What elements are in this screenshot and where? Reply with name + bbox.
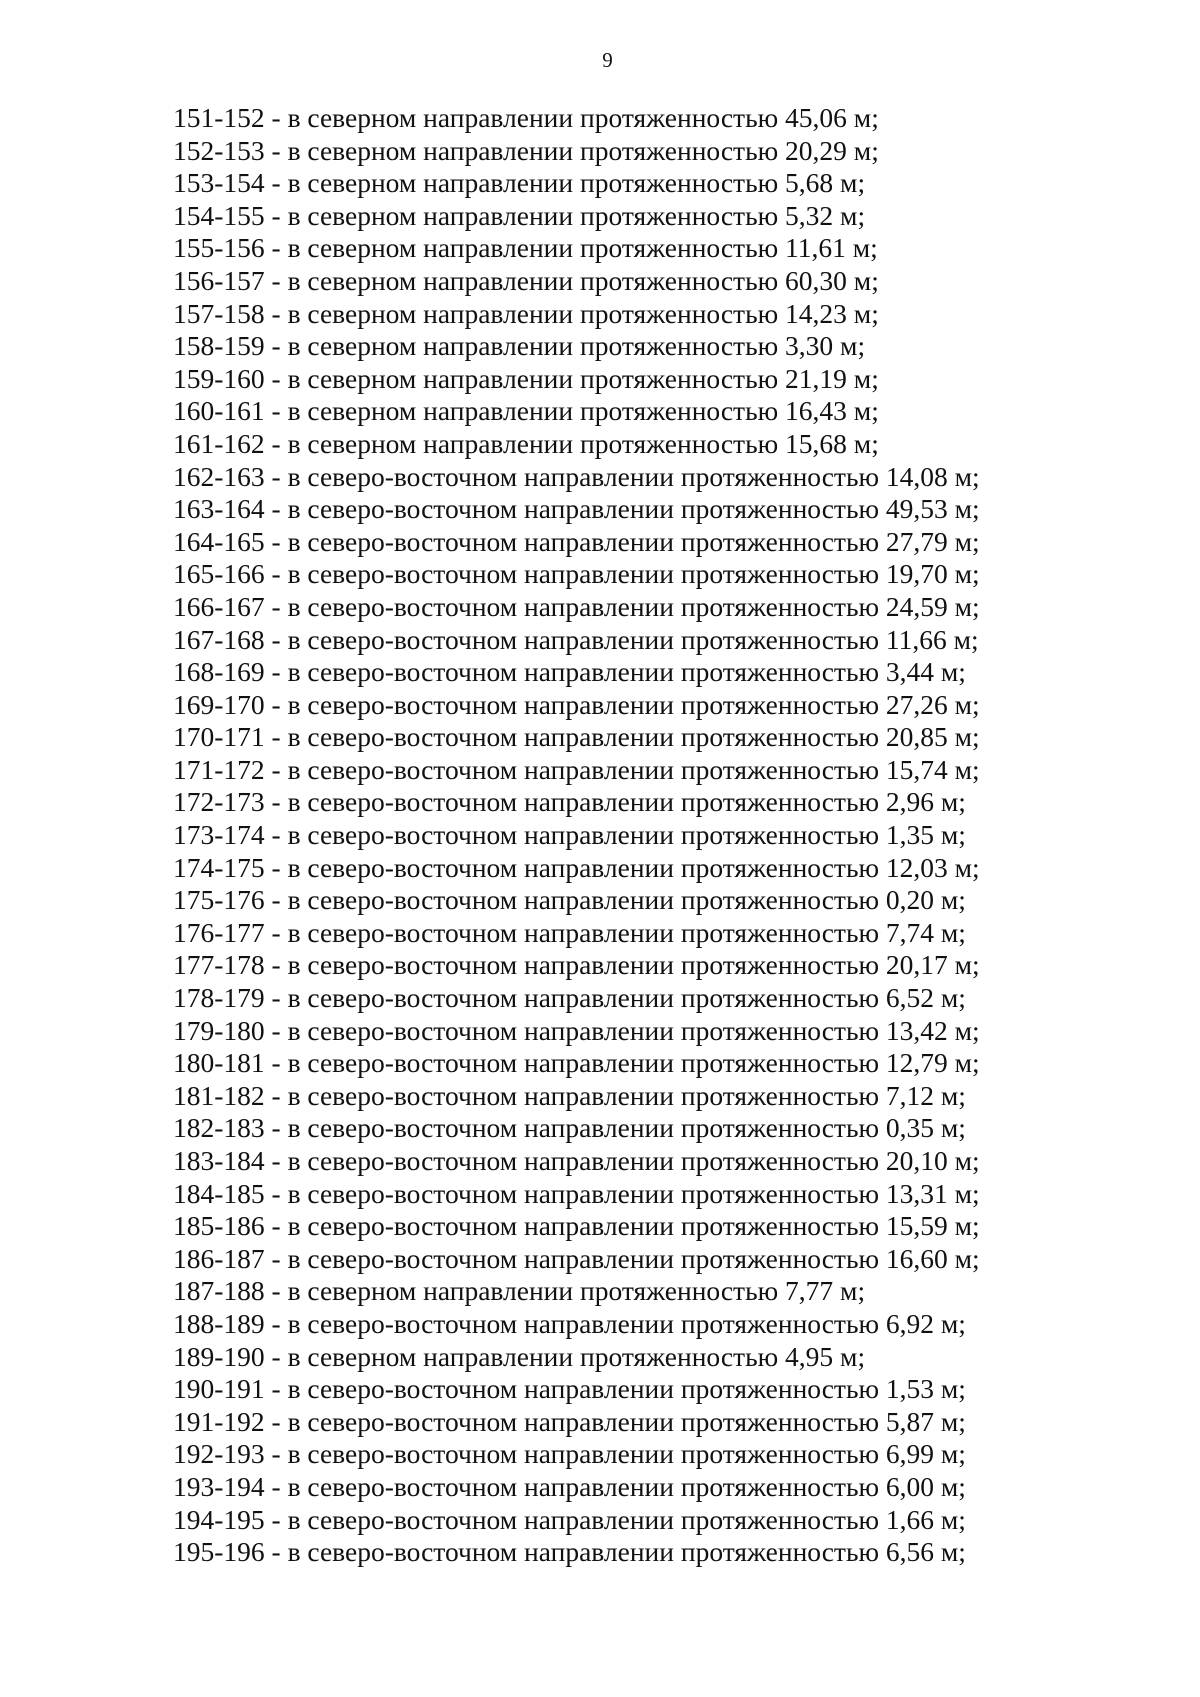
segment-line: 164-165 - в северо-восточном направлении протяженностью 27,79 м;	[173, 525, 980, 557]
segment-line: 172-173 - в северо-восточном направлении протяженностью 2,96 м;	[173, 786, 966, 818]
segment-line: 177-178 - в северо-восточном направлении протяженностью 20,17 м;	[173, 949, 980, 981]
segment-line: 161-162 - в северном направлении протяженностью 15,68 м;	[173, 427, 879, 459]
segment-line: 158-159 - в северном направлении протяженностью 3,30 м;	[173, 330, 866, 362]
segment-line: 166-167 - в северо-восточном направлении протяженностью 24,59 м;	[173, 590, 980, 622]
segment-line: 152-153 - в северном направлении протяженностью 20,29 м;	[173, 134, 879, 166]
segment-line: 157-158 - в северном направлении протяженностью 14,23 м;	[173, 297, 879, 329]
segment-line: 186-187 - в северо-восточном направлении протяженностью 16,60 м;	[173, 1242, 980, 1274]
segment-line: 173-174 - в северо-восточном направлении протяженностью 1,35 м;	[173, 819, 966, 851]
segment-line: 163-164 - в северо-восточном направлении протяженностью 49,53 м;	[173, 493, 980, 525]
segment-line: 165-166 - в северо-восточном направлении протяженностью 19,70 м;	[173, 558, 980, 590]
segment-line: 170-171 - в северо-восточном направлении протяженностью 20,85 м;	[173, 721, 980, 753]
segment-line: 185-186 - в северо-восточном направлении протяженностью 15,59 м;	[173, 1210, 980, 1242]
segment-line: 176-177 - в северо-восточном направлении протяженностью 7,74 м;	[173, 916, 966, 948]
segment-line: 188-189 - в северо-восточном направлении протяженностью 6,92 м;	[173, 1307, 966, 1339]
segment-line: 168-169 - в северо-восточном направлении протяженностью 3,44 м;	[173, 656, 966, 688]
segment-line: 180-181 - в северо-восточном направлении протяженностью 12,79 м;	[173, 1047, 980, 1079]
segment-line: 174-175 - в северо-восточном направлении протяженностью 12,03 м;	[173, 851, 980, 883]
segment-line: 154-155 - в северном направлении протяженностью 5,32 м;	[173, 199, 866, 231]
segment-line: 169-170 - в северо-восточном направлении протяженностью 27,26 м;	[173, 688, 980, 720]
segment-line: 162-163 - в северо-восточном направлении протяженностью 14,08 м;	[173, 460, 980, 492]
segment-line: 187-188 - в северном направлении протяженностью 7,77 м;	[173, 1275, 866, 1307]
segment-line: 184-185 - в северо-восточном направлении протяженностью 13,31 м;	[173, 1177, 980, 1209]
segment-line: 155-156 - в северном направлении протяженностью 11,61 м;	[173, 232, 878, 264]
segment-line: 190-191 - в северо-восточном направлении протяженностью 1,53 м;	[173, 1373, 966, 1405]
segment-line: 195-196 - в северо-восточном направлении протяженностью 6,56 м;	[173, 1536, 966, 1568]
segment-line: 171-172 - в северо-восточном направлении протяженностью 15,74 м;	[173, 753, 980, 785]
segment-line: 159-160 - в северном направлении протяженностью 21,19 м;	[173, 362, 879, 394]
segment-line: 175-176 - в северо-восточном направлении протяженностью 0,20 м;	[173, 884, 966, 916]
segment-line: 191-192 - в северо-восточном направлении протяженностью 5,87 м;	[173, 1405, 966, 1437]
segment-line: 189-190 - в северном направлении протяженностью 4,95 м;	[173, 1340, 866, 1372]
segment-line: 194-195 - в северо-восточном направлении протяженностью 1,66 м;	[173, 1503, 966, 1535]
segment-line: 193-194 - в северо-восточном направлении протяженностью 6,00 м;	[173, 1470, 966, 1502]
segment-line: 182-183 - в северо-восточном направлении протяженностью 0,35 м;	[173, 1112, 966, 1144]
segment-line: 153-154 - в северном направлении протяженностью 5,68 м;	[173, 167, 866, 199]
segment-line: 167-168 - в северо-восточном направлении протяженностью 11,66 м;	[173, 623, 979, 655]
boundary-segment-list	[173, 102, 980, 1569]
segment-line: 179-180 - в северо-восточном направлении протяженностью 13,42 м;	[173, 1014, 980, 1046]
segment-line: 156-157 - в северном направлении протяженностью 60,30 м;	[173, 264, 879, 296]
segment-line: 178-179 - в северо-восточном направлении протяженностью 6,52 м;	[173, 982, 966, 1014]
segment-line: 160-161 - в северном направлении протяженностью 16,43 м;	[173, 395, 879, 427]
page-number: 9	[602, 48, 613, 72]
segment-line: 181-182 - в северо-восточном направлении протяженностью 7,12 м;	[173, 1079, 966, 1111]
segment-line: 183-184 - в северо-восточном направлении протяженностью 20,10 м;	[173, 1145, 980, 1176]
segment-line: 151-152 - в северном направлении протяженностью 45,06 м;	[173, 102, 879, 133]
segment-line: 192-193 - в северо-восточном направлении протяженностью 6,99 м;	[173, 1438, 966, 1470]
